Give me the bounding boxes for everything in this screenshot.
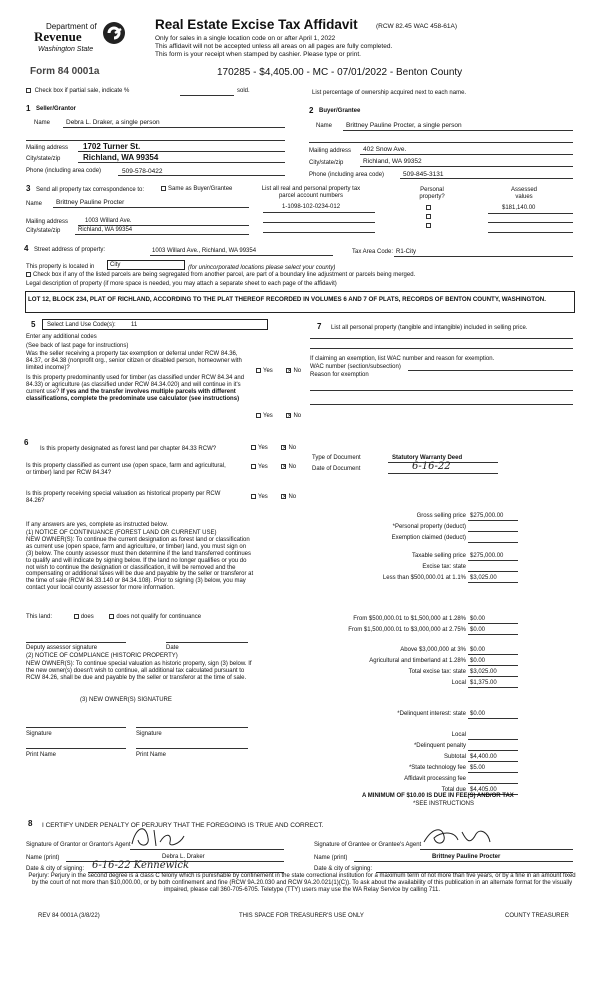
buyer-mail[interactable]: 402 Snow Ave. (363, 146, 407, 153)
tax-row-label: *State technology fee (408, 765, 466, 771)
tax-row-value[interactable]: $0.00 (470, 711, 486, 717)
dor-logo-icon (102, 20, 126, 46)
q-current-use-no-checkbox[interactable]: ✕ (282, 464, 287, 470)
tax-row-line (468, 531, 518, 532)
tax-row-line (468, 520, 518, 521)
owner-print-line-2 (136, 748, 248, 749)
taxpayer-city-label: City/state/zip (26, 228, 61, 234)
tax-row-label: Less than $500,000.01 at 1.1% (382, 575, 466, 581)
land-use-value: 11 (131, 322, 138, 328)
seller-city[interactable]: Richland, WA 99354 (83, 153, 159, 162)
tax-row-value[interactable]: $275,000.00 (470, 513, 504, 519)
q-historic-no-checkbox[interactable]: ✕ (282, 494, 287, 500)
notice-1-title: (1) NOTICE OF CONTINUANCE (FOREST LAND OR CURRENT USE) (26, 530, 217, 536)
this-land-label: This land: (26, 614, 53, 621)
same-as-buyer-checkbox[interactable] (161, 186, 166, 191)
see-instructions-note: *SEE INSTRUCTIONS (413, 801, 475, 807)
buyer-name-line (343, 130, 573, 131)
additional-codes-label: Enter any additional codes (26, 334, 97, 340)
q-timber-multiple: If yes and the transfer involves multiple parcels with different classifications, complete the predominate use calculator (see instructions) (26, 388, 240, 402)
taxpayer-city[interactable]: Richland, WA 99354 (78, 227, 133, 233)
parcel-line-1 (263, 212, 375, 213)
footer-county-treasurer: COUNTY TREASURER (505, 913, 569, 919)
subtitle-2: This affidavit will not be accepted unless all areas on all pages are fully completed. (155, 43, 393, 50)
section-6-number: 6 (24, 438, 29, 447)
perjury-note (28, 873, 576, 894)
doc-date-value[interactable]: 6-16-22 (412, 461, 451, 472)
tax-row-label: Above $3,000,000 at 3% (400, 647, 466, 653)
tax-area-line (394, 256, 573, 257)
tax-row-line (468, 623, 518, 624)
same-as-buyer-row (161, 186, 232, 193)
buyer-mail-line (360, 154, 573, 155)
parcel-line-2 (263, 222, 375, 223)
tax-row-label: Local (451, 680, 466, 686)
taxpayer-name-label: Name (26, 201, 43, 207)
section-8-number: 8 (28, 819, 33, 828)
footer-treasurer-space: THIS SPACE FOR TREASURER'S USE ONLY (239, 913, 364, 919)
dept-of-text: Department of (46, 22, 97, 31)
personal-property-label: List all personal property (tangible and intangible) included in selling price. (331, 325, 528, 331)
land-does-not-checkbox[interactable] (109, 614, 114, 619)
grantee-sig-line (420, 849, 573, 850)
buyer-label: Buyer/Grantee (319, 108, 361, 114)
sold-label: sold. (237, 88, 250, 94)
washington-state-text: Washington State (38, 46, 94, 53)
grantor-name-label: Name (print) (26, 855, 60, 861)
grantor-signature-label: Signature of Grantor or Grantor's Agent (26, 842, 131, 848)
tax-area-label: Tax Area Code: (352, 249, 394, 255)
seller-name-line-2 (26, 140, 285, 141)
legal-description-box[interactable] (25, 291, 575, 313)
tax-row-value[interactable]: $4,405.00 (470, 787, 497, 793)
personal-checkbox-3[interactable] (426, 223, 433, 230)
notice-3-title: (3) NEW OWNER(S) SIGNATURE (80, 697, 172, 703)
owner-sig-line-2 (136, 727, 248, 728)
q-current-use-yes-label: Yes (258, 464, 268, 471)
section-3-number: 3 (26, 184, 31, 193)
tax-row-label: Taxable selling price (411, 553, 466, 559)
personal-property-line-1 (310, 338, 573, 339)
q-historic-yes-label: Yes (258, 494, 268, 501)
q-historic-yes-checkbox[interactable] (251, 494, 256, 499)
see-back-label: (See back of last page for instructions) (26, 343, 129, 349)
taxpayer-name[interactable]: Brittney Pauline Procter (56, 199, 125, 206)
tax-row-line (468, 654, 518, 655)
buyer-name[interactable]: Brittney Pauline Procter, a single person (346, 122, 462, 129)
doc-type-label: Type of Document (312, 455, 361, 461)
assessed-value[interactable]: $181,140.00 (502, 205, 536, 211)
buyer-mail-label: Mailing address (309, 148, 352, 154)
tax-row-line (468, 560, 518, 561)
buyer-city-label: City/state/zip (309, 160, 344, 166)
q-timber-yesno (256, 413, 301, 420)
deputy-date-label: Date (166, 645, 179, 651)
assessed-line-2 (488, 222, 573, 223)
tax-row-label: Subtotal (443, 754, 466, 760)
located-select[interactable] (107, 260, 185, 270)
tax-row-line (468, 761, 518, 762)
q-timber-yes-label: Yes (263, 413, 273, 420)
same-as-buyer-label: Same as Buyer/Grantee (168, 186, 233, 193)
tax-row-value[interactable]: $3,025.00 (470, 669, 497, 675)
tax-row-line (468, 571, 518, 572)
q-timber-no-checkbox[interactable]: ✕ (287, 413, 292, 419)
segregated-label: Check box if any of the listed parcels are being segregated from another parcel, are part of a boundary line adjustment or parcels being merged. (33, 272, 416, 279)
tax-row-value[interactable]: $3,025.00 (470, 575, 497, 581)
tax-row-line (468, 665, 518, 666)
buyer-city-line (360, 166, 573, 167)
tax-area-value[interactable]: R1-City (396, 249, 417, 255)
legal-label: Legal description of property (if more space is needed, you may attach a separate sheet to each page of the affidavit) (26, 281, 337, 287)
land-does-label: does (80, 614, 94, 621)
revenue-text: Revenue (34, 29, 82, 44)
seller-mail-label: Mailing address (26, 145, 69, 151)
parcel-list-header: List all real and personal property tax parcel account numbers (261, 186, 361, 199)
street-line (150, 255, 333, 256)
doc-date-line (388, 473, 498, 474)
form-title: Real Estate Excise Tax Affidavit (155, 17, 358, 32)
q-timber-no-label: No (293, 413, 302, 420)
q-current-use: Is this property classified as current use (open space, farm and agricultural, or timber) land per RCW 84.34? (26, 463, 226, 476)
section-1-number: 1 (26, 104, 31, 113)
taxpayer-mail-line (78, 225, 249, 226)
tax-row-line (468, 582, 518, 583)
wac-line (408, 370, 573, 371)
q-forest-yes-checkbox[interactable] (251, 445, 256, 450)
seller-city-line (78, 162, 285, 163)
tax-row-line (468, 772, 518, 773)
seller-name-label: Name (34, 120, 51, 126)
tax-row-label: Excise tax: state (422, 564, 466, 570)
minimum-due-note: A MINIMUM OF $10.00 IS DUE IN FEE(S) AND/OR TAX (362, 793, 514, 799)
buyer-phone-line (400, 178, 573, 179)
tax-row-value[interactable]: $0.00 (470, 616, 486, 622)
recording-stamp: 170285 - $4,405.00 - MC - 07/01/2022 - Benton County (217, 67, 463, 78)
segregated-row (26, 272, 415, 279)
segregated-checkbox[interactable] (26, 272, 31, 277)
buyer-name-line-2 (309, 142, 573, 143)
seller-name[interactable]: Debra L. Draker, a single person (66, 119, 160, 126)
seller-name-line (63, 127, 285, 128)
owner-signature-label-1: Signature (26, 731, 52, 737)
partial-sale-label: Check box if partial sale, indicate % (34, 88, 130, 95)
tax-row-label: *Delinquent interest: state (397, 711, 466, 717)
q-exemption-yesno (256, 368, 301, 375)
form-number: Form 84 0001a (30, 66, 100, 77)
this-land-row (26, 614, 201, 621)
q-historic-yesno (251, 494, 296, 501)
tax-row-label: From $500,000.01 to $1,500,000 at 1.28% (353, 616, 466, 622)
deputy-date-line (166, 642, 248, 643)
reason-line-2 (310, 404, 573, 405)
subtitle-3: This form is your receipt when stamped by cashier. Please type or print. (155, 51, 361, 58)
legal-description: LOT 12, BLOCK 234, PLAT OF RICHLAND, ACCORDING TO THE PLAT THEREOF RECORDED IN VOLUMES 6 AND 7 OF PLATS, RECORDS OF BENTON COUNTY, WASHINGTON. (28, 296, 546, 303)
notice-2-title: (2) NOTICE OF COMPLIANCE (HISTORIC PROPERTY) (26, 653, 178, 659)
land-use-label: Select Land Use Code(s): (47, 322, 116, 328)
taxpayer-city-line (75, 234, 249, 235)
street-label: Street address of property: (34, 247, 106, 253)
personal-checkbox-1[interactable] (426, 205, 433, 212)
q-current-use-yes-checkbox[interactable] (251, 464, 256, 469)
grantee-name-line (354, 861, 573, 862)
availability-text: To ask about the availability of this publication in an alternate format for the visually impaired, please call 360-705-6705. Teletype (TTY) users may use the WA Relay Service by calling 711. (163, 879, 573, 893)
buyer-phone-label: Phone (including area code) (309, 172, 385, 178)
tax-row-label: *Delinquent penalty (413, 743, 466, 749)
parcel-number[interactable]: 1-1098-102-0234-012 (282, 204, 341, 210)
owner-sig-line-1 (26, 727, 126, 728)
tax-row-label: Total excise tax: state (408, 669, 466, 675)
q-exemption-no-checkbox[interactable]: ✕ (287, 368, 292, 374)
q-exemption-yes-label: Yes (263, 368, 273, 375)
deputy-line (26, 642, 126, 643)
q-forest-yesno (251, 445, 296, 452)
q-forest-no-checkbox[interactable]: ✕ (282, 445, 287, 451)
q-current-use-no-label: No (288, 464, 297, 471)
correspondence-label: Send all property tax correspondence to: (36, 187, 145, 193)
personal-property-line-2 (310, 348, 573, 349)
grantor-name-value[interactable]: Debra L. Draker (162, 854, 205, 860)
partial-sale-checkbox[interactable] (26, 88, 31, 93)
form-rcw: (RCW 82.45 WAC 458-61A) (376, 23, 458, 30)
buyer-name-label: Name (316, 123, 333, 129)
wac-label: WAC number (section/subsection) (310, 364, 401, 370)
owner-print-label-2: Print Name (136, 752, 167, 758)
tax-row-label: Total due (441, 787, 466, 793)
land-use-select[interactable] (42, 319, 268, 330)
reason-line-1 (310, 390, 573, 391)
buyer-city[interactable]: Richland, WA 99352 (363, 158, 422, 165)
grantor-sig-line (130, 849, 284, 850)
q-historic: Is this property receiving special valuation as historical property per RCW 84.26? (26, 491, 221, 504)
section-5-number: 5 (31, 320, 36, 329)
tax-row-line (468, 750, 518, 751)
seller-phone[interactable]: 509-578-0422 (122, 168, 163, 175)
seller-phone-line (118, 175, 285, 176)
assessed-line-1 (488, 213, 573, 214)
grantor-signature[interactable] (126, 822, 196, 850)
taxpayer-name-line (53, 207, 249, 208)
tax-row-line (468, 687, 518, 688)
section-2-number: 2 (309, 106, 314, 115)
tax-row-value[interactable]: $275,000.00 (470, 553, 504, 559)
tax-row-value[interactable]: $0.00 (470, 658, 486, 664)
buyer-phone[interactable]: 509-845-3131 (403, 171, 444, 178)
assessed-values-header: Assessed values (510, 187, 537, 200)
if-yes-note: If any answers are yes, complete as instructed below. (26, 522, 169, 528)
tax-row-label: Gross selling price (416, 513, 466, 519)
grantor-date-value[interactable]: 6-16-22 Kennewick (92, 860, 190, 871)
q-exemption: Was the seller receiving a property tax exemption or deferral under RCW 84.36, 84.37, or 84.38 (nonprofit org., senior citizen or disabled person, homeowner with limited income)? (26, 351, 242, 371)
q-forest-yes-label: Yes (258, 445, 268, 452)
tax-row-line (468, 634, 518, 635)
tax-row-label: *Personal property (deduct) (392, 524, 466, 530)
located-label: This property is located in (26, 264, 95, 270)
located-note: (for unincorporated locations please select your county) (188, 265, 336, 271)
q-forest: Is this property designated as forest land per chapter 84.33 RCW? (40, 446, 217, 452)
certify-statement: I CERTIFY UNDER PENALTY OF PERJURY THAT THE FOREGOING IS TRUE AND CORRECT. (42, 822, 324, 829)
tax-row-label: From $1,500,000.01 to $3,000,000 at 2.75% (348, 627, 466, 633)
tax-row-label: Local (451, 732, 466, 738)
q-exemption-yes-checkbox[interactable] (256, 368, 261, 373)
section-7-number: 7 (317, 322, 322, 331)
doc-date-label: Date of Document (312, 466, 361, 472)
street-value[interactable]: 1003 Willard Ave., Richland, WA 99354 (152, 248, 257, 254)
land-does-not-label: does not qualify for continuance (116, 614, 202, 621)
tax-row-label: Affidavit processing fee (404, 776, 466, 782)
land-does-checkbox[interactable] (74, 614, 79, 619)
tax-row-line (468, 718, 518, 719)
notice-1-body: NEW OWNER(S): To continue the current designation as forest land or classification as current use (open space, farm and agriculture, or timber) land, you must sign on (3) below. The county assessor must then determine if the land transferred continues to qualify and will indicate by signing below. If the land no longer qualifies or you do not wish to continue the designation or classification, it will be removed and the compensating or additional taxes will be due and payable by the seller or transferor at the time of sale (RCW 84.33.140 or 84.34.108). Prior to signing (3) below, you may contact your local county assessor for more information. (26, 537, 254, 592)
taxpayer-mail-label: Mailing address (26, 219, 69, 225)
tax-row-line (468, 542, 518, 543)
located-value: City (110, 262, 121, 268)
exemption-label: If claiming an exemption, list WAC number and reason for exemption. (310, 356, 495, 362)
partial-percent-line (180, 95, 234, 96)
q-current-use-yesno (251, 464, 296, 471)
partial-sale-row (26, 88, 129, 95)
doc-type-value[interactable]: Statutory Warranty Deed (392, 455, 463, 461)
q-exemption-no-label: No (293, 368, 302, 375)
seller-label: Seller/Grantor (36, 106, 77, 112)
tax-row-value[interactable]: $0.00 (470, 627, 486, 633)
tax-row-value[interactable]: $0.00 (470, 647, 486, 653)
footer-rev: REV 84 0001A (3/8/22) (38, 913, 100, 919)
subtitle-1: Only for sales in a single location code on or after April 1, 2022 (155, 35, 336, 42)
section-4-number: 4 (24, 244, 29, 253)
grantee-name-value[interactable]: Brittney Pauline Procter (432, 854, 501, 860)
q-historic-no-label: No (288, 494, 297, 501)
tax-row-value[interactable]: $5.00 (470, 765, 486, 771)
assessed-line-3 (488, 232, 573, 233)
ownership-note: List percentage of ownership acquired next to each name. (312, 90, 467, 96)
q-forest-no-label: No (288, 445, 297, 452)
grantee-signature-label: Signature of Grantee or Grantee's Agent (314, 842, 422, 848)
tax-row-line (468, 739, 518, 740)
tax-row-value[interactable]: $4,400.00 (470, 754, 497, 760)
grantee-signature[interactable] (420, 822, 500, 850)
grantor-date-label: Date & city of signing: (26, 866, 85, 872)
seller-mail[interactable]: 1702 Turner St. (83, 142, 141, 151)
grantee-name-label: Name (print) (314, 855, 348, 861)
seller-phone-label: Phone (including area code) (26, 168, 102, 174)
owner-signature-label-2: Signature (136, 731, 162, 737)
seller-city-label: City/state/zip (26, 156, 61, 162)
tax-row-label: Agricultural and timberland at 1.28% (369, 658, 466, 664)
tax-row-line (468, 676, 518, 677)
reason-label: Reason for exemption (310, 372, 369, 378)
q-timber-yes-checkbox[interactable] (256, 413, 261, 418)
parcel-line-3 (263, 232, 375, 233)
seller-mail-line (78, 151, 285, 152)
tax-row-line (468, 783, 518, 784)
personal-property-header: Personal property? (419, 187, 445, 200)
personal-checkbox-2[interactable] (426, 214, 433, 221)
deputy-label: Deputy assessor signature (26, 645, 98, 651)
perjury-text: Perjury: Perjury in the second degree is a class C felony which is punishable by confinement in the state correctional institution for a maximum term of not more than five years, or by a fine in an amount fixed by the court of not more than $10,000.00, or by both confinement and fine (RCW 9A.20.030 and RCW 9A.20.021(1)(C)). (28, 873, 576, 886)
taxpayer-mail[interactable]: 1003 Willard Ave. (85, 218, 132, 224)
grantee-date-label: Date & city of signing: (314, 866, 373, 872)
tax-row-label: Exemption claimed (deduct) (391, 535, 466, 541)
notice-2-body: NEW OWNER(S): To continue special valuation as historic property, sign (3) below. If the new owner(s) doesn't wish to continue, all additional tax calculated pursuant to RCW 84.26, shall be due and payable by the seller or transferor at the time of sale. (26, 661, 252, 681)
owner-print-line-1 (26, 748, 126, 749)
owner-print-label-1: Print Name (26, 752, 57, 758)
q-timber (26, 375, 254, 403)
tax-row-value[interactable]: $1,375.00 (470, 680, 497, 686)
q-timber-text: Is this property predominantly used for timber (as classified under RCW 84.34 and 84.33) or agriculture (as classified under RCW 84.34.020) and will continue in it's current use? (26, 375, 245, 395)
